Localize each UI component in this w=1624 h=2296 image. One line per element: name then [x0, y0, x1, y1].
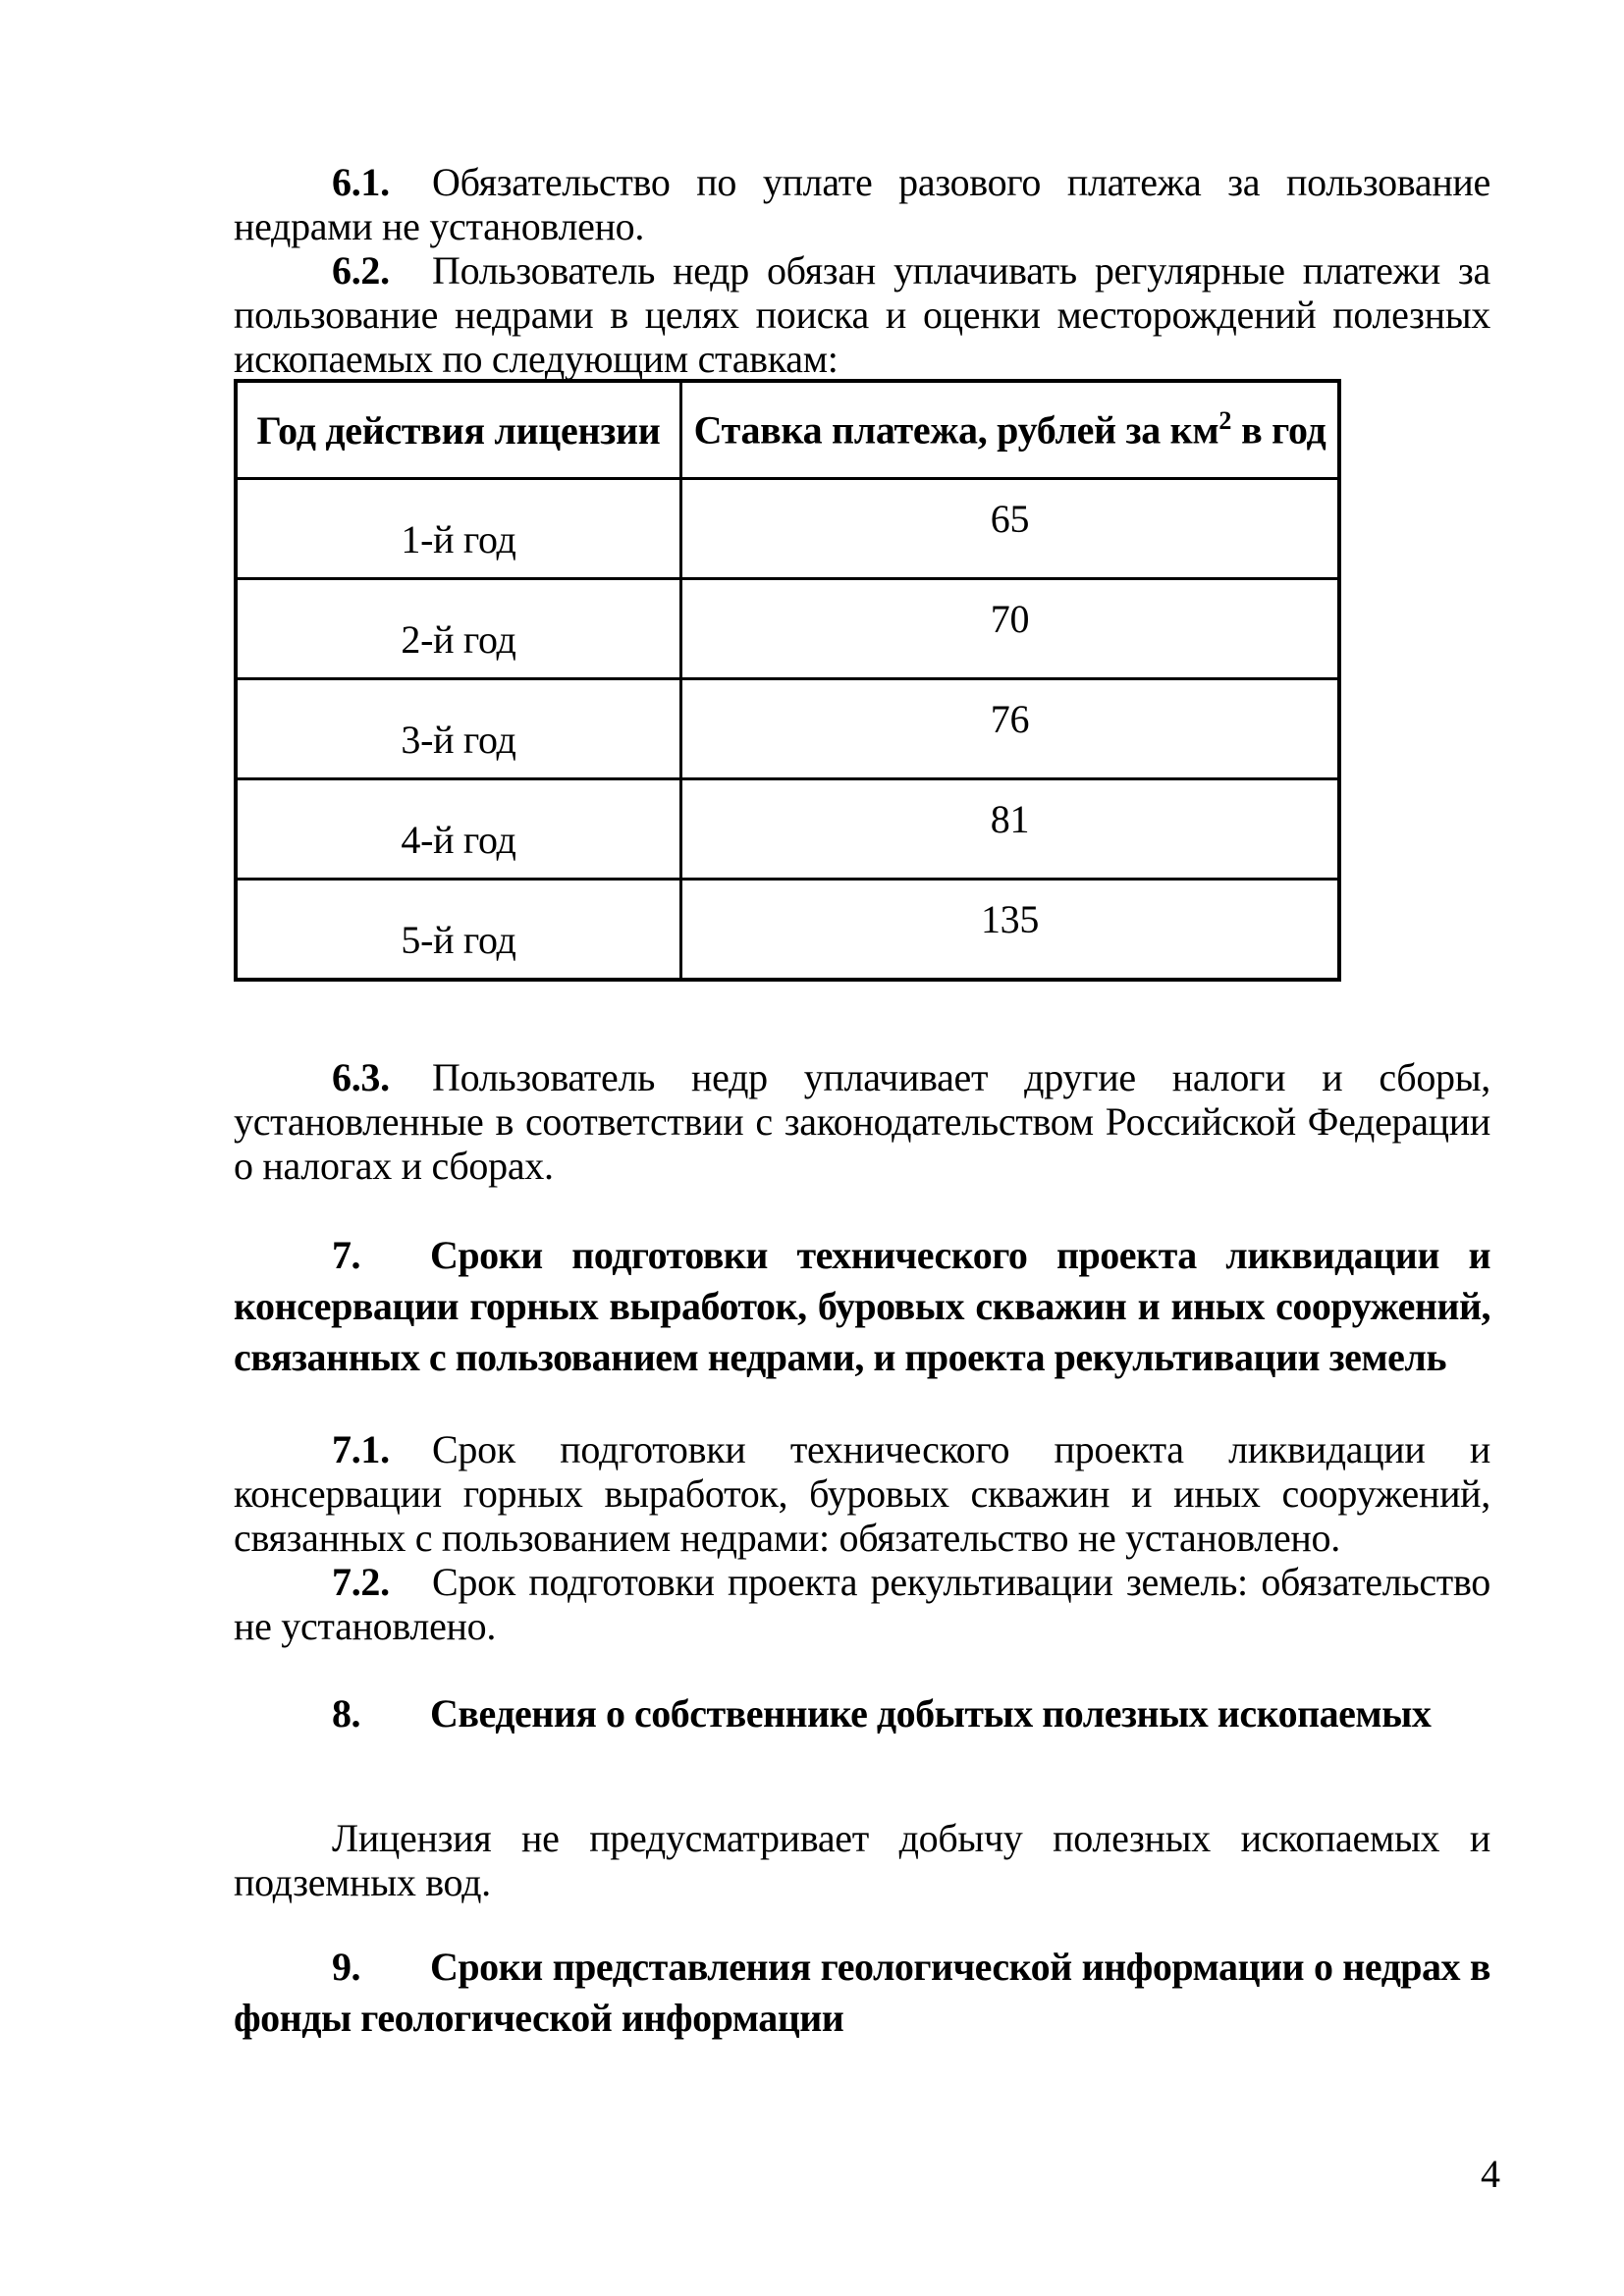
- paragraph-7-1: [234, 1427, 1490, 1560]
- paragraph-6-2-number: 6.2.: [332, 248, 390, 293]
- rate-value: 135: [980, 897, 1040, 941]
- year-cell: [236, 579, 681, 679]
- table-row: [236, 679, 1339, 779]
- payment-rates-table-body: [236, 479, 1339, 981]
- table-header-license-year: Год действия лицензии: [236, 381, 681, 479]
- table-header-row: [236, 381, 1339, 479]
- year-value: 2-й год: [401, 617, 516, 662]
- rate-cell: [681, 579, 1340, 679]
- payment-rates-table-head: [236, 381, 1339, 479]
- rate-value: 65: [990, 497, 1030, 541]
- section-8-number: 8.: [332, 1691, 360, 1735]
- rate-cell: [681, 779, 1340, 880]
- year-value: 1-й год: [401, 517, 516, 561]
- rate-cell: [681, 479, 1340, 579]
- rate-value: 81: [990, 797, 1030, 841]
- paragraph-license-text: Лицензия не предусматривает добычу полезных ископаемых и подземных вод.: [234, 1816, 1490, 1904]
- rate-cell: [681, 679, 1340, 779]
- paragraph-7-1-number: 7.1.: [332, 1427, 390, 1471]
- paragraph-6-1-number: 6.1.: [332, 160, 390, 204]
- paragraph-7-2: [234, 1560, 1490, 1648]
- section-7-heading: [234, 1230, 1490, 1383]
- paragraph-7-2-number: 7.2.: [332, 1560, 390, 1604]
- paragraph-6-2: [234, 248, 1490, 381]
- section-7-title: Сроки подготовки технического проекта ликвидации и консервации горных выработок, буровых скважин и иных сооружений, связанных с пользованием недрами, и проекта рекультивации земель: [234, 1233, 1490, 1379]
- table-row: [236, 880, 1339, 981]
- section-9-heading: [234, 1942, 1490, 2044]
- table-row: [236, 579, 1339, 679]
- year-value: 5-й год: [401, 918, 516, 962]
- year-cell: [236, 479, 681, 579]
- rate-cell: [681, 880, 1340, 981]
- page-number: 4: [1481, 2152, 1500, 2196]
- table-header-payment-rate: [681, 381, 1340, 479]
- paragraph-6-1: [234, 160, 1490, 248]
- year-cell: [236, 880, 681, 981]
- paragraph-6-1-text: Обязательство по уплате разового платежа за пользование недрами не установлено.: [234, 160, 1490, 248]
- payment-rates-table: [234, 379, 1341, 982]
- table-header-payment-rate-base: Ставка платежа, рублей за км: [693, 407, 1219, 453]
- paragraph-6-3-number: 6.3.: [332, 1055, 390, 1099]
- paragraph-7-1-text: Срок подготовки технического проекта ликвидации и консервации горных выработок, буровых скважин и иных сооружений, связанных с пользованием недрами: обязательство не установлено.: [234, 1427, 1490, 1560]
- table-row: [236, 479, 1339, 579]
- rate-value: 76: [990, 697, 1030, 741]
- table-row: [236, 779, 1339, 880]
- document-content: [234, 160, 1490, 2044]
- rate-value: 70: [990, 597, 1030, 641]
- section-9-title: Сроки представления геологической информации о недрах в фонды геологической информации: [234, 1945, 1490, 2040]
- year-value: 3-й год: [401, 718, 516, 762]
- table-header-payment-rate-tail: в год: [1231, 407, 1326, 453]
- year-cell: [236, 779, 681, 880]
- paragraph-7-2-text: Срок подготовки проекта рекультивации земель: обязательство не установлено.: [234, 1560, 1490, 1648]
- paragraph-6-3-text: Пользователь недр уплачивает другие налоги и сборы, установленные в соответствии с законодательством Российской Федерации о налогах и сборах.: [234, 1055, 1490, 1188]
- year-cell: [236, 679, 681, 779]
- table-header-km-superscript: 2: [1218, 406, 1232, 436]
- paragraph-6-2-text: Пользователь недр обязан уплачивать регулярные платежи за пользование недрами в целях поиска и оценки месторождений полезных ископаемых по следующим ставкам:: [234, 248, 1490, 381]
- paragraph-license: [234, 1816, 1490, 1904]
- paragraph-6-3: [234, 1055, 1490, 1188]
- year-value: 4-й год: [401, 818, 516, 862]
- section-7-number: 7.: [332, 1233, 360, 1277]
- section-8-heading: [234, 1688, 1490, 1739]
- section-8-title: Сведения о собственнике добытых полезных ископаемых: [430, 1691, 1432, 1735]
- section-9-number: 9.: [332, 1945, 360, 1989]
